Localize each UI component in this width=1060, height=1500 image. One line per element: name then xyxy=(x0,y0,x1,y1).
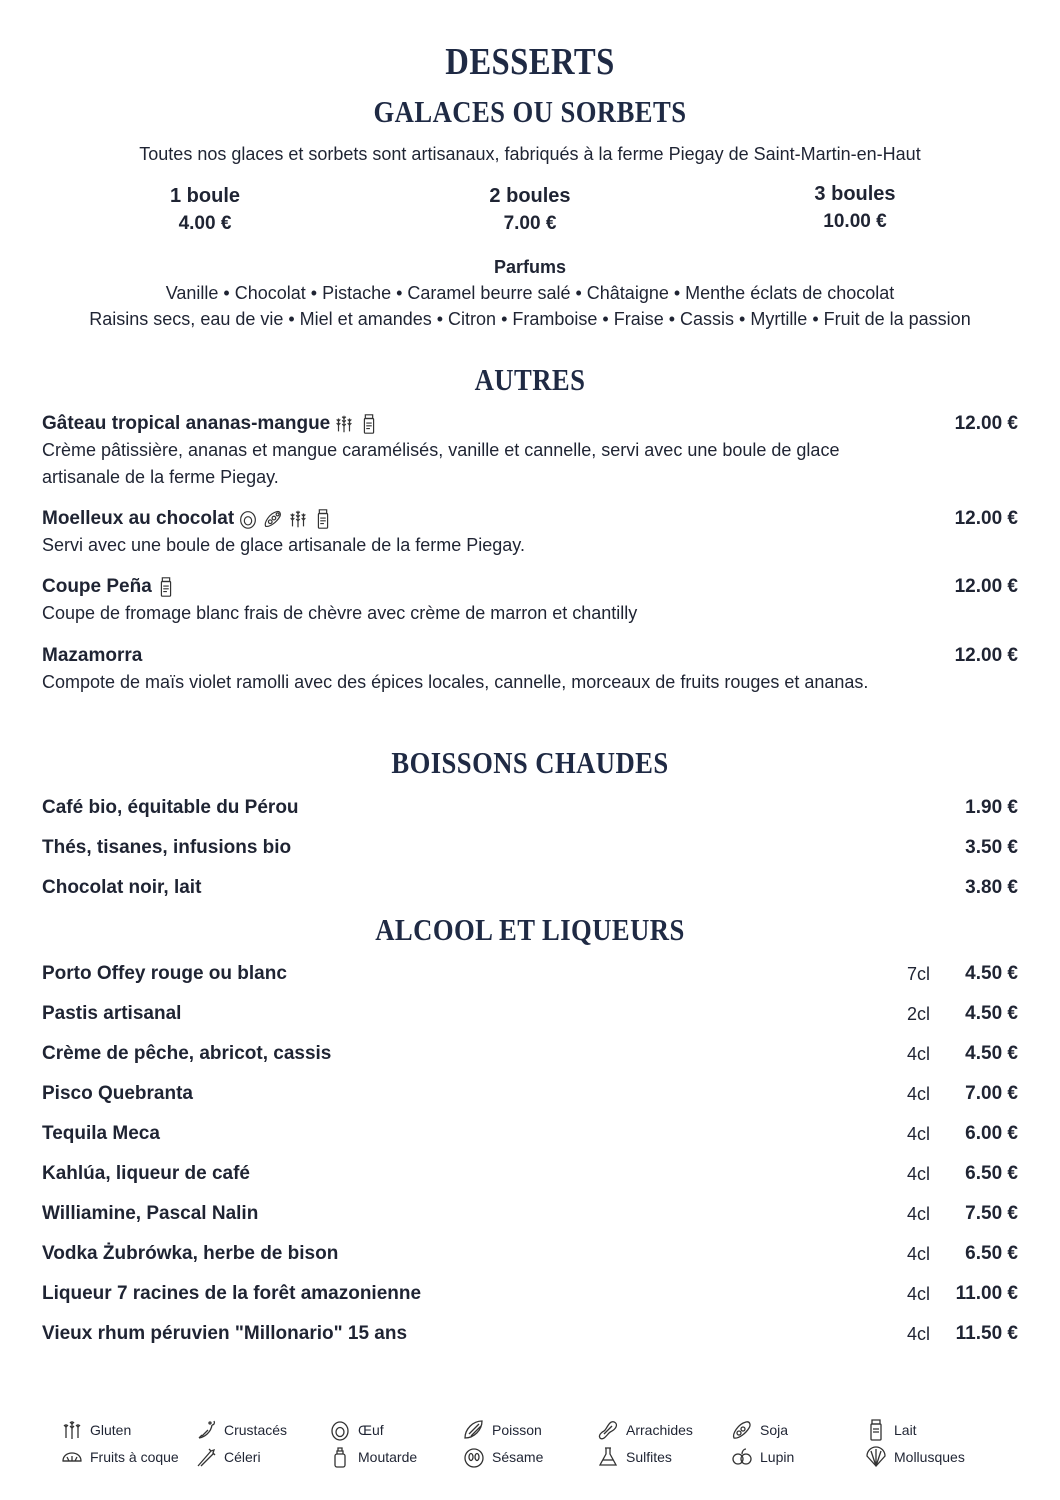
milk-icon xyxy=(864,1418,888,1442)
scoop-name: 2 boules xyxy=(489,185,571,207)
soy-icon xyxy=(262,508,284,530)
drink-item xyxy=(42,835,1018,861)
drink-item xyxy=(42,1001,1018,1027)
gluten-icon xyxy=(287,508,309,530)
item-quantity: 4cl xyxy=(906,1164,930,1184)
item-name: Tequila Meca xyxy=(42,1123,160,1144)
item-quantity: 4cl xyxy=(906,1124,930,1144)
item-price: 12.00 € xyxy=(954,413,1018,434)
menu-item xyxy=(42,506,1018,559)
legend-item xyxy=(194,1418,287,1442)
section-title-boissons: BOISSONS CHAUDES xyxy=(391,745,669,780)
item-price: 12.00 € xyxy=(954,645,1018,666)
scoop-prices xyxy=(0,182,1060,242)
item-description: Coupe de fromage blanc frais de chèvre avec crème de marron et chantilly xyxy=(42,603,638,623)
peanut-icon xyxy=(596,1418,620,1442)
item-name-row xyxy=(42,506,334,532)
item-price: 11.00 € xyxy=(955,1283,1018,1304)
drink-item xyxy=(42,1321,1018,1347)
scoop-price: 7.00 € xyxy=(503,213,557,234)
soy-icon xyxy=(730,1418,754,1442)
sesame-icon xyxy=(462,1445,486,1469)
item-price: 4.50 € xyxy=(965,1043,1018,1064)
drink-item xyxy=(42,795,1018,821)
item-name: Crème de pêche, abricot, cassis xyxy=(42,1043,332,1064)
item-name: Café bio, équitable du Pérou xyxy=(42,797,299,818)
drink-item xyxy=(42,961,1018,987)
item-quantity: 4cl xyxy=(906,1204,930,1224)
legend-item xyxy=(462,1445,543,1469)
scoop-option xyxy=(430,182,630,238)
item-price: 6.50 € xyxy=(965,1163,1018,1184)
legend-label: Gluten xyxy=(90,1422,132,1438)
milk-icon xyxy=(155,576,177,598)
celery-icon xyxy=(194,1445,218,1469)
drink-item xyxy=(42,1081,1018,1107)
legend-label: Mollusques xyxy=(894,1449,965,1465)
egg-icon xyxy=(237,508,259,530)
flavours-block xyxy=(0,254,1060,332)
item-price: 3.80 € xyxy=(965,877,1018,898)
item-name: Coupe Peña xyxy=(42,576,152,597)
scoop-name: 1 boule xyxy=(169,185,240,207)
flavours-heading: Parfums xyxy=(493,257,567,277)
item-quantity: 4cl xyxy=(906,1084,930,1104)
item-name: Thés, tisanes, infusions bio xyxy=(42,837,292,858)
item-name: Vieux rhum péruvien "Millonario" 15 ans xyxy=(42,1323,408,1344)
item-price: 12.00 € xyxy=(954,576,1018,597)
legend-item xyxy=(328,1418,384,1442)
drink-item xyxy=(42,1161,1018,1187)
item-name: Pastis artisanal xyxy=(42,1003,182,1024)
legend-label: Arrachides xyxy=(626,1422,693,1438)
egg-icon xyxy=(328,1418,352,1442)
item-name: Chocolat noir, lait xyxy=(42,877,202,898)
legend-label: Sésame xyxy=(492,1449,544,1465)
item-name: Liqueur 7 racines de la forêt amazonienne xyxy=(42,1283,422,1304)
legend-item xyxy=(194,1445,261,1469)
legend-item xyxy=(730,1418,788,1442)
page-title: DESSERTS xyxy=(445,41,615,83)
legend-label: Soja xyxy=(760,1422,789,1438)
milk-icon xyxy=(358,413,380,435)
item-name-row xyxy=(42,643,142,669)
flavours-line: Vanille • Chocolat • Pistache • Caramel beurre salé • Châtaigne • Menthe éclats de chocolat xyxy=(165,283,895,303)
item-quantity: 4cl xyxy=(906,1284,930,1304)
legend-item xyxy=(864,1445,965,1469)
item-description: Compote de maïs violet ramolli avec des épices locales, cannelle, morceaux de fruits rouges et ananas. xyxy=(42,672,869,692)
legend-item xyxy=(730,1445,794,1469)
fish-icon xyxy=(462,1418,486,1442)
scoop-option xyxy=(755,180,955,236)
flavours-line: Raisins secs, eau de vie • Miel et amandes • Citron • Framboise • Fraise • Cassis • Myrtille • Fruit de la passion xyxy=(89,309,971,329)
legend-label: Poisson xyxy=(492,1422,542,1438)
drink-item xyxy=(42,1121,1018,1147)
item-name: Kahlúa, liqueur de café xyxy=(42,1163,250,1184)
nuts-icon xyxy=(60,1445,84,1469)
legend-item xyxy=(328,1445,417,1469)
milk-icon xyxy=(312,508,334,530)
legend-label: Céleri xyxy=(224,1449,261,1465)
drink-item xyxy=(42,1241,1018,1267)
legend-label: Lait xyxy=(894,1422,917,1438)
section-title-alcool: ALCOOL ET LIQUEURS xyxy=(375,912,685,947)
item-description: Crème pâtissière, ananas et mangue caramélisés, vanille et cannelle, servi avec une boule de glace artisanale de la ferme Piegay. xyxy=(42,440,840,487)
item-name: Porto Offey rouge ou blanc xyxy=(42,963,287,984)
legend-item xyxy=(60,1445,179,1469)
gluten-icon xyxy=(333,413,355,435)
item-quantity: 4cl xyxy=(906,1244,930,1264)
gluten-icon xyxy=(60,1418,84,1442)
legend-item xyxy=(864,1418,917,1442)
item-quantity: 4cl xyxy=(906,1324,930,1344)
item-name: Mazamorra xyxy=(42,645,143,666)
legend-label: Crustacés xyxy=(224,1422,288,1438)
scoop-name: 3 boules xyxy=(814,183,896,205)
scoop-option xyxy=(105,182,305,238)
item-name: Vodka Żubrówka, herbe de bison xyxy=(42,1243,339,1264)
item-price: 3.50 € xyxy=(965,837,1018,858)
crustaceans-icon xyxy=(194,1418,218,1442)
menu-item xyxy=(42,411,1018,491)
drink-item xyxy=(42,1201,1018,1227)
item-quantity: 4cl xyxy=(906,1044,930,1064)
lupin-icon xyxy=(730,1445,754,1469)
section-title-glaces: GALACES OU SORBETS xyxy=(373,94,687,129)
item-name: Gâteau tropical ananas-mangue xyxy=(42,413,331,434)
intro-text: Toutes nos glaces et sorbets sont artisanaux, fabriqués à la ferme Piegay de Saint-Martin-en-Haut xyxy=(139,144,921,164)
drink-item xyxy=(42,1041,1018,1067)
item-name-row xyxy=(42,574,177,600)
item-price: 4.50 € xyxy=(965,1003,1018,1024)
item-name-row xyxy=(42,411,380,437)
item-price: 6.50 € xyxy=(965,1243,1018,1264)
item-name: Williamine, Pascal Nalin xyxy=(42,1203,259,1224)
legend-item xyxy=(596,1418,693,1442)
item-name: Moelleux au chocolat xyxy=(42,508,235,529)
item-description: Servi avec une boule de glace artisanale de la ferme Piegay. xyxy=(42,535,525,555)
legend-label: Moutarde xyxy=(358,1449,418,1465)
legend-label: Lupin xyxy=(760,1449,795,1465)
item-price: 7.50 € xyxy=(965,1203,1018,1224)
mustard-icon xyxy=(328,1445,352,1469)
legend-item xyxy=(596,1445,672,1469)
section-title-autres: AUTRES xyxy=(474,362,586,397)
legend-label: Œuf xyxy=(358,1422,384,1438)
drink-item xyxy=(42,875,1018,901)
item-price: 4.50 € xyxy=(965,963,1018,984)
legend-item xyxy=(462,1418,542,1442)
drink-item xyxy=(42,1281,1018,1307)
scoop-price: 4.00 € xyxy=(178,213,232,234)
item-name: Pisco Quebranta xyxy=(42,1083,193,1104)
item-price: 11.50 € xyxy=(955,1323,1018,1344)
scoop-price: 10.00 € xyxy=(823,211,887,232)
menu-item xyxy=(42,574,1018,627)
legend-label: Fruits à coque xyxy=(90,1449,179,1465)
legend-label: Sulfites xyxy=(626,1449,672,1465)
item-quantity: 7cl xyxy=(906,964,930,984)
legend-item xyxy=(60,1418,131,1442)
item-quantity: 2cl xyxy=(906,1004,930,1024)
sulphites-icon xyxy=(596,1445,620,1469)
menu-item xyxy=(42,643,1018,696)
item-price: 12.00 € xyxy=(954,508,1018,529)
item-price: 7.00 € xyxy=(965,1083,1018,1104)
item-price: 1.90 € xyxy=(965,797,1018,818)
item-price: 6.00 € xyxy=(965,1123,1018,1144)
molluscs-icon xyxy=(864,1445,888,1469)
